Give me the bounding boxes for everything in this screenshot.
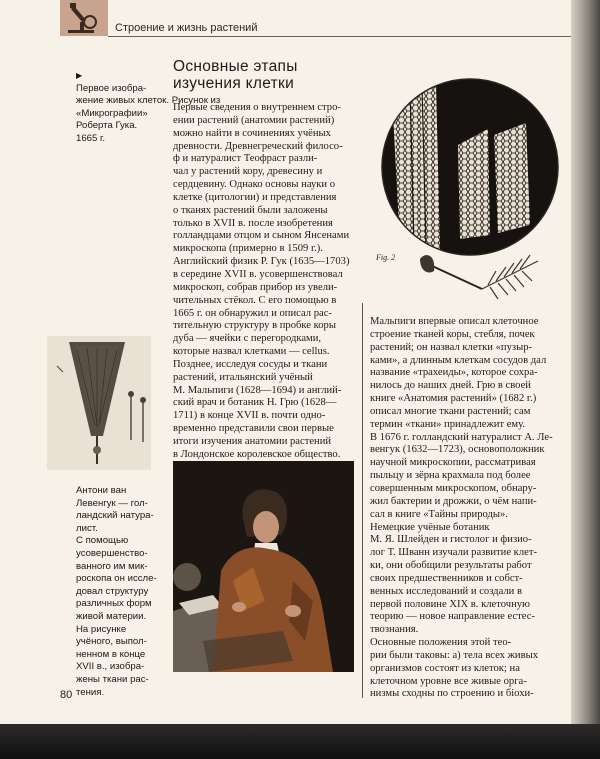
text-line: Первые сведения о внутреннем стро-	[173, 102, 341, 113]
text-line: жил бактерии и дрожжи, о чём напи-	[370, 495, 537, 507]
text-line: теорию — новое направление естес-	[370, 611, 536, 623]
text-line: нилось до наших дней. Грю в своей	[370, 380, 531, 392]
page-spine-shadow	[571, 0, 600, 759]
text-line: ении растений (анатомии растений)	[173, 114, 335, 126]
text-line: временно представили свои первые	[173, 423, 334, 435]
text-line: низмы сходны по строению и бiохи-	[370, 688, 534, 700]
text-line: организмов состоят из клеток; на	[370, 662, 520, 674]
text-line: микроскопа (примерно в 1509 г.).	[173, 243, 323, 255]
text-line: микроскоп, собрав прибор из увели-	[173, 281, 338, 293]
text-line: пыльцу и зёрна крахмала под более	[370, 470, 531, 482]
microscope-icon	[60, 0, 108, 36]
figure-label: Fig. 2	[376, 253, 396, 262]
caption-line: «Микрографии»	[76, 107, 148, 119]
text-line: которые назвал клетками — cellus.	[173, 346, 330, 358]
caption-line: живой материи.	[76, 610, 147, 622]
text-line: своих предшественников и собст-	[370, 572, 523, 584]
text-line: растений; он назвал клетки «пузыр-	[370, 341, 533, 353]
page-number: 80	[60, 689, 73, 701]
text-line: голландцами отцом и сыном Янсенами	[173, 230, 350, 242]
header-emblem	[60, 0, 108, 36]
hooke-micrograph	[370, 75, 560, 310]
text-line: сердцевину. Однако основы науки о	[173, 179, 336, 191]
text-line: книге «Анатомия растений» (1682 г.)	[370, 393, 537, 405]
caption-line: ванного им мик-	[76, 560, 148, 572]
text-line: чал у растений кору, древесину и	[173, 166, 323, 178]
text-line: Английский физик Р. Гук (1635—1703)	[173, 256, 350, 268]
caption-arrow-icon: ▶	[76, 71, 83, 80]
text-line: можно найти в сочинениях учёных	[173, 127, 331, 139]
text-line: твознания.	[370, 624, 419, 636]
text-line: Немецкие учёные ботаник	[370, 521, 490, 533]
caption-line: На рисунке	[76, 623, 127, 635]
caption-line: жены ткани рас-	[76, 673, 149, 685]
caption-line: жение живых клеток. Рисунок из	[76, 95, 221, 107]
page-title	[173, 58, 298, 92]
caption-line: С помощью	[76, 535, 129, 547]
text-line: клеточном уровне все живые орга-	[370, 675, 527, 687]
text-line: В 1676 г. голландский натуралист А. Ле-	[370, 431, 553, 443]
text-line: М. Мальпиги (1628—1694) и англий-	[173, 384, 342, 396]
title-line: изучения клетки	[173, 75, 295, 92]
caption-line: усовершенство-	[76, 547, 148, 559]
text-line: растений, итальянский учёный	[173, 371, 313, 383]
leeuwenhoek-drawing	[47, 336, 151, 470]
caption-line: различных форм	[76, 598, 152, 610]
text-line: Мальпиги впервые описал клеточное	[370, 316, 539, 327]
column-divider	[362, 303, 363, 698]
text-line: М. Я. Шлейден и гистолог и физио-	[370, 534, 532, 546]
main-text-column	[173, 102, 356, 474]
caption-line: ландский натура-	[76, 510, 154, 522]
text-line: в середине XVII в. усовершенствовал	[173, 268, 343, 280]
caption-line: 1665 г.	[76, 132, 106, 144]
caption-line: Антони ван	[76, 485, 127, 496]
text-line: ками», а длинным клеткам сосудов дал	[370, 354, 547, 366]
text-line: название «трахеиды», которое сохра-	[370, 367, 538, 379]
caption-leeuwenhoek	[76, 485, 157, 699]
text-line: первой половине XIX в. клеточную	[370, 598, 530, 610]
text-line: сал в книге «Тайны природы».	[370, 508, 508, 520]
text-line: древности. Древнегреческий филосо-	[173, 140, 343, 152]
text-line: Позднее, исследуя сосуды и ткани	[173, 358, 328, 370]
text-line: ф и натуралист Теофраст разли-	[173, 153, 318, 165]
text-line: лог Т. Шванн изучали развитие клет-	[370, 547, 537, 559]
header-rule	[108, 36, 571, 37]
text-line: рии были таковы: а) тела всех живых	[370, 649, 539, 661]
text-line: термин «ткани» принадлежит ему.	[370, 418, 526, 430]
leeuwenhoek-portrait	[173, 461, 354, 672]
text-line: чительных стёкол. С его помощью в	[173, 294, 337, 306]
caption-line: XVII в., изобра-	[76, 661, 145, 673]
caption-line: довал структуру	[76, 585, 149, 597]
text-line: венных исследований и создали в	[370, 585, 522, 597]
text-line: ский врач и ботаник Н. Грю (1628—	[173, 397, 337, 409]
text-line: клетке (цитологии) и представления	[173, 191, 337, 203]
running-header: Строение и жизнь растений	[115, 22, 258, 34]
caption-line: учёного, выпол-	[76, 636, 147, 648]
right-text-column	[370, 316, 556, 701]
text-line: совершенным микроскопом, обнару-	[370, 482, 537, 494]
text-line: только в XVII в. после изобретения	[173, 217, 333, 229]
text-line: 1665 г. он обнаружил и описал рас-	[173, 307, 332, 319]
caption-line: Роберта Гука.	[76, 120, 138, 132]
title-line: Основные этапы	[173, 58, 298, 75]
caption-line: лист.	[76, 522, 98, 534]
text-line: тительную структуру в пробке коры	[173, 320, 336, 332]
text-line: строение тканей коры, стебля, почек	[370, 328, 535, 340]
text-line: итоги изучения анатомии растений	[173, 435, 332, 447]
text-line: научной микроскопии, рассматривая	[370, 457, 536, 469]
caption-line: ненном в конце	[76, 648, 146, 660]
scan-bottom-shadow	[0, 724, 600, 759]
text-line: дуба — ячейки с перегородками,	[173, 333, 322, 345]
caption-line: тения.	[76, 686, 105, 698]
text-line: венгук (1632—1723), основоположник	[370, 444, 545, 456]
caption-line: роскопа он иссле-	[76, 573, 157, 585]
text-line: о тканях растений были заложены	[173, 204, 328, 216]
text-line: описал многие ткани растений; сам	[370, 405, 531, 417]
text-line: 1711) в конце XVII в. почти одно-	[173, 410, 326, 422]
caption-line: Первое изобра-	[76, 82, 147, 94]
text-line: в Лондонское королевское общество.	[173, 448, 341, 460]
text-line: Основные положения этой тео-	[370, 637, 512, 649]
caption-line: Левенгук — гол-	[76, 497, 148, 509]
text-line: ки, они обобщили результаты работ	[370, 560, 532, 572]
